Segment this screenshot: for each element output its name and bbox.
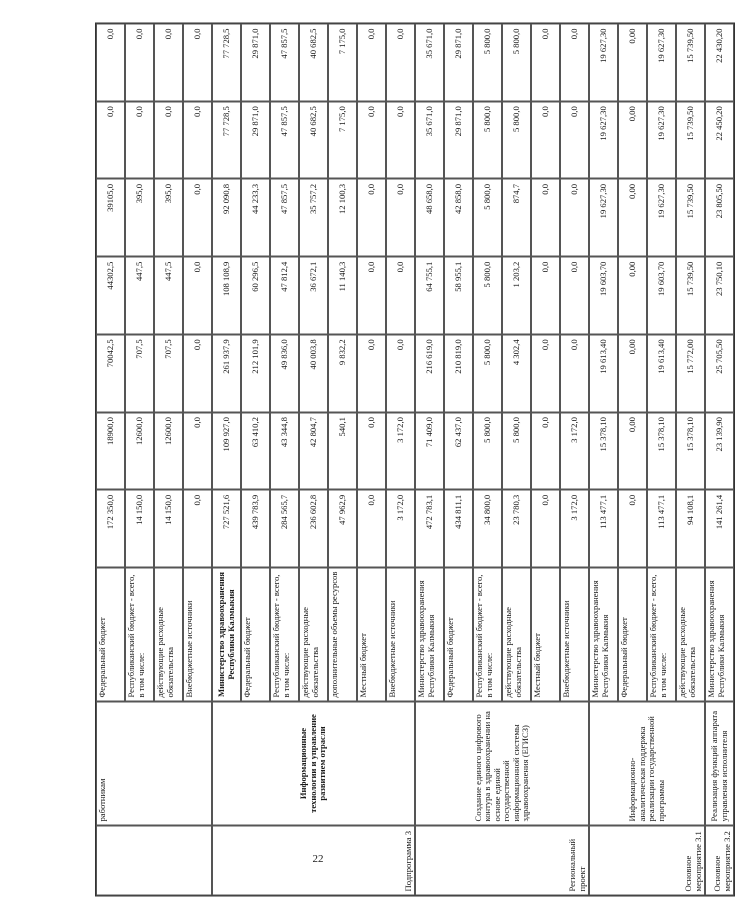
value-cell: 0,0 <box>183 179 212 257</box>
value-cell: 47 857,5 <box>270 101 299 179</box>
value-cell: 42 858,0 <box>444 179 473 257</box>
value-cell: 92 090,8 <box>212 179 241 257</box>
value-cell: 0,0 <box>357 179 386 257</box>
value-cell: 15 739,50 <box>676 257 705 335</box>
value-cell: 19 603,70 <box>589 257 618 335</box>
source-label: Республиканский бюджет - всего, в том числе: <box>647 568 676 702</box>
value-cell: 18900,0 <box>96 412 125 490</box>
source-label: действующие расходные обязательства <box>502 568 531 702</box>
value-cell: 0,0 <box>386 334 415 412</box>
value-cell: 15 739,50 <box>676 24 705 102</box>
value-cell: 5 800,0 <box>473 334 502 412</box>
source-label: действующие расходные обязательства <box>154 568 183 702</box>
source-label: Республиканский бюджет - всего, в том числе: <box>125 568 154 702</box>
value-cell: 5 800,0 <box>502 412 531 490</box>
value-cell: 212 101,9 <box>241 334 270 412</box>
source-label: Республиканский бюджет - всего, в том числе: <box>473 568 502 702</box>
value-cell: 0,0 <box>183 412 212 490</box>
value-cell: 19 627,30 <box>589 24 618 102</box>
budget-table <box>95 23 735 897</box>
value-cell: 0,00 <box>618 179 647 257</box>
row-name-cell: Информационные технологии и управление развитием отрасли <box>212 702 415 826</box>
value-cell: 19 627,30 <box>647 179 676 257</box>
value-cell: 43 344,8 <box>270 412 299 490</box>
value-cell: 3 172,0 <box>386 412 415 490</box>
value-cell: 0,00 <box>618 24 647 102</box>
value-cell: 707,5 <box>125 334 154 412</box>
value-cell: 42 804,7 <box>299 412 328 490</box>
value-cell: 49 836,0 <box>270 334 299 412</box>
source-label: Министерство здравоохранения Республики Калмыкия <box>212 568 241 702</box>
value-cell: 5 800,0 <box>502 24 531 102</box>
value-cell: 44 233,3 <box>241 179 270 257</box>
value-cell: 34 800,0 <box>473 490 502 568</box>
value-cell: 3 172,0 <box>386 490 415 568</box>
value-cell: 47 812,4 <box>270 257 299 335</box>
value-cell: 0,0 <box>183 334 212 412</box>
value-cell: 29 871,0 <box>241 101 270 179</box>
value-cell: 261 937,9 <box>212 334 241 412</box>
value-cell: 22 450,20 <box>705 101 734 179</box>
value-cell: 0,0 <box>531 101 560 179</box>
value-cell: 447,5 <box>125 257 154 335</box>
value-cell: 0,0 <box>357 24 386 102</box>
source-label: Федеральный бюджет <box>96 568 125 702</box>
value-cell: 0,0 <box>386 257 415 335</box>
value-cell: 40 682,5 <box>299 24 328 102</box>
row-name-cell: Информационно-аналитическая поддержка реализации государственной программы <box>589 702 705 826</box>
source-label: Местный бюджет <box>357 568 386 702</box>
value-cell: 0,00 <box>618 101 647 179</box>
value-cell: 48 658,0 <box>415 179 444 257</box>
value-cell: 0,0 <box>154 24 183 102</box>
value-cell: 15 739,50 <box>676 101 705 179</box>
value-cell: 94 108,1 <box>676 490 705 568</box>
value-cell: 0,0 <box>183 257 212 335</box>
source-label: Министерство здравоохранения Республики Калмыкия <box>705 568 734 702</box>
value-cell: 22 430,20 <box>705 24 734 102</box>
value-cell: 113 477,1 <box>589 490 618 568</box>
value-cell: 5 800,0 <box>473 179 502 257</box>
value-cell: 60 296,5 <box>241 257 270 335</box>
value-cell: 12 100,3 <box>328 179 357 257</box>
source-label: Внебюджетные источники <box>183 568 212 702</box>
value-cell: 0,0 <box>560 257 589 335</box>
value-cell: 0,0 <box>531 24 560 102</box>
value-cell: 35 671,0 <box>415 24 444 102</box>
value-cell: 29 871,0 <box>444 101 473 179</box>
value-cell: 35 671,0 <box>415 101 444 179</box>
value-cell: 0,0 <box>531 257 560 335</box>
value-cell: 172 350,0 <box>96 490 125 568</box>
value-cell: 15 378,10 <box>676 412 705 490</box>
value-cell: 47 857,5 <box>270 179 299 257</box>
row-kind-cell: Основное мероприятие 3.1 <box>589 826 705 896</box>
value-cell: 25 705,50 <box>705 334 734 412</box>
value-cell: 472 783,1 <box>415 490 444 568</box>
value-cell: 40 682,5 <box>299 101 328 179</box>
value-cell: 0,0 <box>560 334 589 412</box>
value-cell: 19 613,40 <box>589 334 618 412</box>
value-cell: 5 800,0 <box>473 101 502 179</box>
value-cell: 15 739,50 <box>676 179 705 257</box>
value-cell: 71 409,0 <box>415 412 444 490</box>
value-cell: 439 783,9 <box>241 490 270 568</box>
value-cell: 0,0 <box>357 334 386 412</box>
value-cell: 0,0 <box>560 101 589 179</box>
row-kind-cell: Региональный проект <box>415 826 589 896</box>
value-cell: 236 602,8 <box>299 490 328 568</box>
row-name-cell: Создание единого цифрового контура в здравоохранении на основе единой государственной информационной системы здравоохранения (ЕГИСЗ) <box>415 702 589 826</box>
value-cell: 58 955,1 <box>444 257 473 335</box>
source-label: Внебюджетные источники <box>386 568 415 702</box>
value-cell: 113 477,1 <box>647 490 676 568</box>
value-cell: 19 627,30 <box>647 24 676 102</box>
value-cell: 0,0 <box>96 101 125 179</box>
value-cell: 0,0 <box>125 24 154 102</box>
source-label: Министерство здравоохранения Республики Калмыкия <box>415 568 444 702</box>
value-cell: 0,0 <box>183 490 212 568</box>
value-cell: 77 728,5 <box>212 101 241 179</box>
source-label: Федеральный бюджет <box>618 568 647 702</box>
page-number: 22 <box>312 853 324 865</box>
value-cell: 210 819,0 <box>444 334 473 412</box>
value-cell: 395,0 <box>154 179 183 257</box>
value-cell: 0,0 <box>357 412 386 490</box>
value-cell: 62 437,0 <box>444 412 473 490</box>
row-kind-cell <box>96 826 212 896</box>
value-cell: 23 780,3 <box>502 490 531 568</box>
value-cell: 0,0 <box>386 179 415 257</box>
value-cell: 3 172,0 <box>560 490 589 568</box>
value-cell: 36 672,1 <box>299 257 328 335</box>
value-cell: 23 750,10 <box>705 257 734 335</box>
value-cell: 64 755,1 <box>415 257 444 335</box>
value-cell: 11 140,3 <box>328 257 357 335</box>
value-cell: 4 302,4 <box>502 334 531 412</box>
value-cell: 15 378,10 <box>647 412 676 490</box>
value-cell: 0,0 <box>560 24 589 102</box>
value-cell: 3 172,0 <box>560 412 589 490</box>
value-cell: 0,0 <box>183 24 212 102</box>
value-cell: 0,0 <box>386 24 415 102</box>
value-cell: 23 805,50 <box>705 179 734 257</box>
value-cell: 707,5 <box>154 334 183 412</box>
value-cell: 35 757,2 <box>299 179 328 257</box>
value-cell: 29 871,0 <box>241 24 270 102</box>
source-label: Внебюджетные источники <box>560 568 589 702</box>
value-cell: 15 378,10 <box>589 412 618 490</box>
value-cell: 14 150,0 <box>154 490 183 568</box>
row-name-cell: Реализация функций аппарата управления исполнителя <box>705 702 734 826</box>
source-label: действующие расходные обязательства <box>299 568 328 702</box>
value-cell: 0,0 <box>357 257 386 335</box>
value-cell: 0,0 <box>386 101 415 179</box>
value-cell: 7 175,0 <box>328 24 357 102</box>
value-cell: 0,0 <box>531 412 560 490</box>
value-cell: 9 832,2 <box>328 334 357 412</box>
value-cell: 12600,0 <box>125 412 154 490</box>
value-cell: 70042,5 <box>96 334 125 412</box>
value-cell: 19 603,70 <box>647 257 676 335</box>
value-cell: 284 565,7 <box>270 490 299 568</box>
value-cell: 19 627,30 <box>647 101 676 179</box>
value-cell: 0,0 <box>183 101 212 179</box>
value-cell: 0,0 <box>357 490 386 568</box>
row-name-cell: работникам <box>96 702 212 826</box>
value-cell: 540,1 <box>328 412 357 490</box>
value-cell: 47 857,5 <box>270 24 299 102</box>
value-cell: 0,0 <box>618 490 647 568</box>
value-cell: 47 962,9 <box>328 490 357 568</box>
source-label: действующие расходные обязательства <box>676 568 705 702</box>
value-cell: 23 139,90 <box>705 412 734 490</box>
value-cell: 216 619,0 <box>415 334 444 412</box>
value-cell: 0,0 <box>357 101 386 179</box>
value-cell: 447,5 <box>154 257 183 335</box>
value-cell: 63 410,2 <box>241 412 270 490</box>
value-cell: 1 203,2 <box>502 257 531 335</box>
value-cell: 19 627,30 <box>589 179 618 257</box>
value-cell: 0,0 <box>560 179 589 257</box>
value-cell: 5 800,0 <box>473 412 502 490</box>
value-cell: 0,0 <box>531 334 560 412</box>
value-cell: 141 261,4 <box>705 490 734 568</box>
row-kind-cell: Основное мероприятие 3.2 <box>705 826 734 896</box>
value-cell: 0,0 <box>531 490 560 568</box>
value-cell: 108 108,9 <box>212 257 241 335</box>
source-label: Местный бюджет <box>531 568 560 702</box>
value-cell: 15 772,00 <box>676 334 705 412</box>
value-cell: 0,00 <box>618 334 647 412</box>
value-cell: 19 627,30 <box>589 101 618 179</box>
value-cell: 5 800,0 <box>473 257 502 335</box>
value-cell: 0,00 <box>618 412 647 490</box>
value-cell: 40 003,8 <box>299 334 328 412</box>
source-label: Федеральный бюджет <box>444 568 473 702</box>
value-cell: 14 150,0 <box>125 490 154 568</box>
value-cell: 0,0 <box>531 179 560 257</box>
value-cell: 395,0 <box>125 179 154 257</box>
row-kind-cell: Подпрограмма 3 <box>212 826 415 896</box>
value-cell: 77 728,5 <box>212 24 241 102</box>
source-label: дополнительные объемы ресурсов <box>328 568 357 702</box>
value-cell: 12600,0 <box>154 412 183 490</box>
value-cell: 39105,0 <box>96 179 125 257</box>
value-cell: 5 800,0 <box>502 101 531 179</box>
value-cell: 7 175,0 <box>328 101 357 179</box>
value-cell: 44302,5 <box>96 257 125 335</box>
value-cell: 29 871,0 <box>444 24 473 102</box>
value-cell: 0,0 <box>154 101 183 179</box>
value-cell: 727 521,6 <box>212 490 241 568</box>
value-cell: 434 811,1 <box>444 490 473 568</box>
source-label: Федеральный бюджет <box>241 568 270 702</box>
value-cell: 109 927,0 <box>212 412 241 490</box>
value-cell: 874,7 <box>502 179 531 257</box>
value-cell: 0,00 <box>618 257 647 335</box>
value-cell: 0,0 <box>96 24 125 102</box>
value-cell: 5 800,0 <box>473 24 502 102</box>
source-label: Министерство здравоохранения Республики Калмыкия <box>589 568 618 702</box>
value-cell: 0,0 <box>125 101 154 179</box>
value-cell: 19 613,40 <box>647 334 676 412</box>
source-label: Республиканский бюджет - всего, в том числе: <box>270 568 299 702</box>
